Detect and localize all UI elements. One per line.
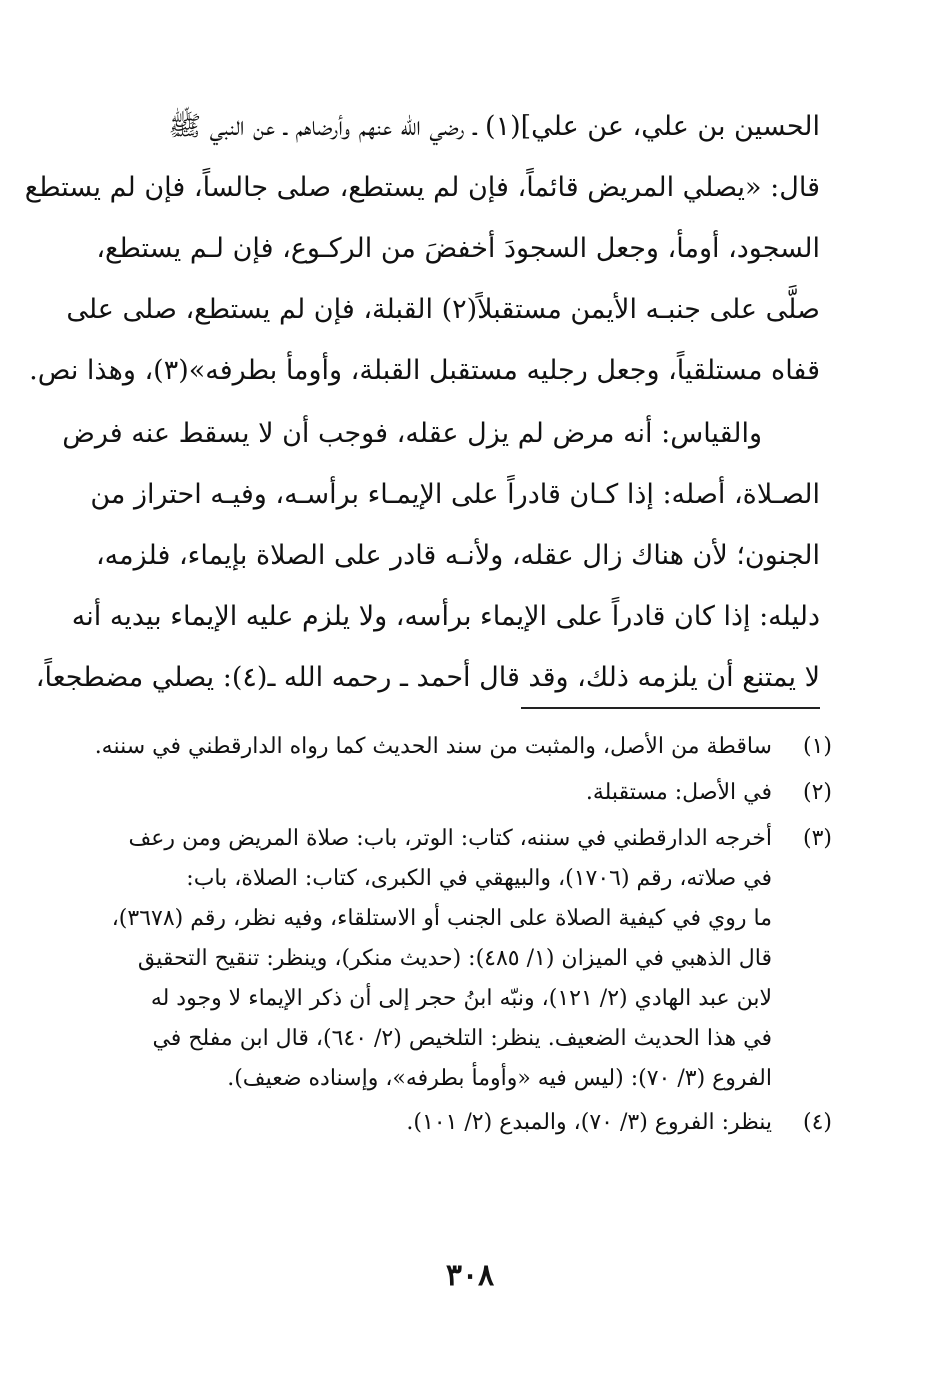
main-line: قال: «يصلي المريض قائماً، فإن لم يستطع، صلى جالساً، فإن لم يستطع <box>24 172 820 203</box>
footnotes <box>94 727 832 1147</box>
footnote-line: ما روي في كيفية الصلاة على الجنب أو الاستلقاء، وفيه نظر، رقم (٣٦٧٨)، <box>111 906 772 931</box>
footnote-line: الفروع (٣/ ٧٠): (ليس فيه «وأومأ بطرفه»، وإسناده ضعيف). <box>227 1066 772 1091</box>
footnote-line: لابن عبد الهادي (٢/ ١٢١)، ونبّه ابنُ حجر إلى أن ذكر الإيماء لا وجود له <box>150 986 772 1011</box>
main-line: السجود، أومأ، وجعل السجودَ أخفضَ من الركـوع، فإن لـم يستطع، <box>96 233 820 264</box>
main-line: صلَّى على جنبـه الأيمن مستقبلاً(٢) القبلة، فإن لم يستطع، صلى على <box>66 294 820 325</box>
footnote-body <box>104 773 772 813</box>
footnote-1 <box>94 727 832 767</box>
footnote-line: في هذا الحديث الضعيف. ينظر: التلخيص (٢/ ٦٤٠)، قال ابن مفلح في <box>152 1026 772 1051</box>
footnote-line: ينظر: الفروع (٣/ ٧٠)، والمبدع (٢/ ١٠١). <box>406 1110 772 1135</box>
footnote-body <box>104 819 772 1099</box>
main-line: لا يمتنع أن يلزمه ذلك، وقد قال أحمد ـ رحمه الله ـ(٤): يصلي مضطجعاً، <box>35 662 820 693</box>
footnote-number: (٢) <box>802 780 832 805</box>
footnote-2 <box>104 773 832 813</box>
footnote-number: (١) <box>802 734 832 759</box>
main-line: الجنون؛ لأن هناك زال عقله، ولأنـه قادر على الصلاة بإيماء، فلزمه، <box>95 540 820 571</box>
main-text <box>24 96 820 708</box>
footnote-line: في صلاته، رقم (١٧٠٦)، والبيهقي في الكبرى، كتاب: الصلاة، باب: <box>186 866 772 891</box>
footnote-line: أخرجه الدارقطني في سننه، كتاب: الوتر، باب: صلاة المريض ومن رعف <box>128 826 772 851</box>
footnote-line: ساقطة من الأصل، والمثبت من سند الحديث كما رواه الدارقطني في سننه. <box>94 734 772 759</box>
footnote-divider <box>521 707 820 709</box>
footnote-number: (٣) <box>802 826 832 851</box>
main-line: الحسين بن علي، عن علي](١) ـ رضي الله عنهم وأرضاهم ـ عن النبي ﷺ <box>168 111 820 142</box>
footnote-line: قال الذهبي في الميزان (١/ ٤٨٥): (حديث منكر)، وينظر: تنقيح التحقيق <box>137 946 772 971</box>
footnote-body <box>104 1103 772 1143</box>
footnote-3 <box>104 819 832 1099</box>
page-number: ٣٠٨ <box>445 1258 495 1293</box>
footnote-line: في الأصل: مستقبلة. <box>585 780 772 805</box>
main-line: دليله: إذا كان قادراً على الإيماء برأسه، ولا يلزم عليه الإيماء بيديه أنه <box>71 601 820 632</box>
footnote-body <box>95 727 772 767</box>
footnote-number: (٤) <box>802 1110 832 1135</box>
main-line: قفاه مستلقياً، وجعل رجليه مستقبل القبلة، وأومأ بطرفه»(٣)، وهذا نص. <box>29 355 820 386</box>
main-line: والقياس: أنه مرض لم يزل عقله، فوجب أن لا يسقط عنه فرض <box>62 418 762 449</box>
main-line: الصـلاة، أصله: إذا كـان قادراً على الإيمـاء برأسـه، وفيـه احتراز من <box>90 479 820 510</box>
footnote-4 <box>104 1103 832 1143</box>
